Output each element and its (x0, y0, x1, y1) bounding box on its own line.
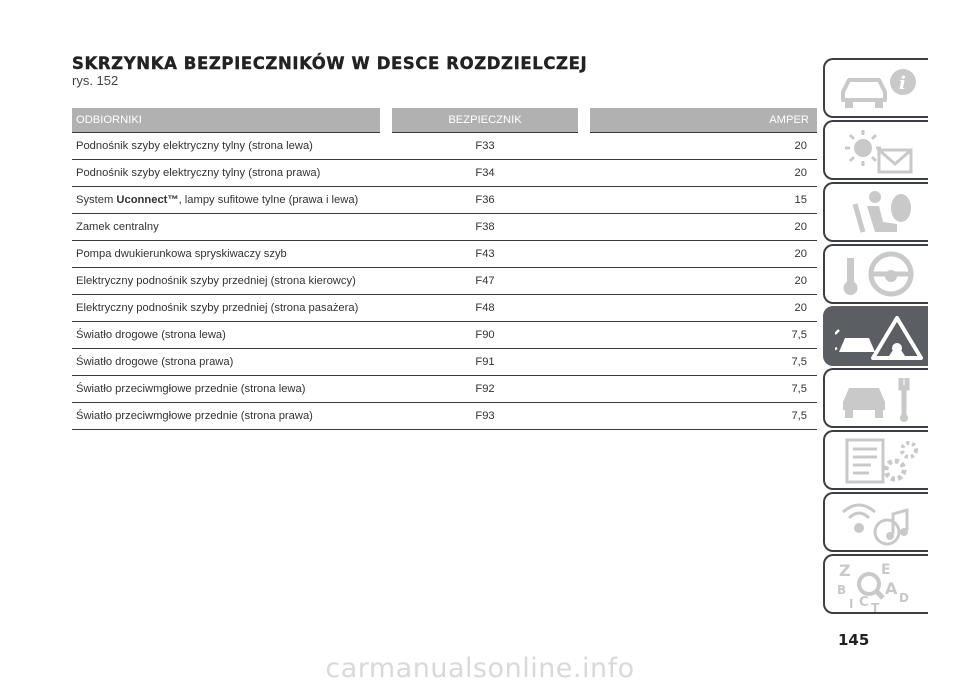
receiver-cell: Światło drogowe (strona lewa) (72, 322, 386, 349)
amps-cell: 7,5 (584, 376, 817, 403)
tab-warning-lights[interactable] (823, 120, 928, 180)
table-row (72, 322, 817, 349)
amps-cell: 7,5 (584, 349, 817, 376)
receiver-cell: Elektryczny podnośnik szyby przedniej (strona kierowcy) (72, 268, 386, 295)
amps-cell: 20 (584, 268, 817, 295)
tab-maintenance[interactable] (823, 368, 928, 428)
receiver-cell: Zamek centralny (72, 214, 386, 241)
uconnect-brand: Uconnect™ (116, 194, 179, 206)
fuse-cell: F91 (386, 349, 584, 376)
table-row (72, 268, 817, 295)
table-row (72, 376, 817, 403)
table-header-row (72, 108, 817, 133)
key-steering-wheel-icon (835, 250, 923, 302)
receiver-prefix: System (76, 194, 117, 206)
alphabetical-index-icon (835, 560, 923, 612)
tab-safety[interactable] (823, 182, 928, 242)
amps-cell: 20 (584, 160, 817, 187)
table-row (72, 133, 817, 160)
svg-text:A: A (885, 579, 898, 598)
tab-technical-data[interactable] (823, 430, 928, 490)
receiver-cell: Światło przeciwmgłowe przednie (strona prawa) (72, 403, 386, 430)
svg-text:D: D (899, 591, 909, 605)
breakdown-warning-triangle-icon (835, 312, 923, 364)
fuse-cell: F36 (386, 187, 584, 214)
fuse-cell: F47 (386, 268, 584, 295)
warning-lights-message-icon (835, 126, 923, 178)
table-row (72, 187, 817, 214)
fuse-cell: F92 (386, 376, 584, 403)
fuse-cell: F34 (386, 160, 584, 187)
car-info-icon (835, 64, 923, 116)
fuse-cell: F33 (386, 133, 584, 160)
table-row (72, 403, 817, 430)
amps-cell: 20 (584, 295, 817, 322)
table-row (72, 241, 817, 268)
figure-reference: rys. 152 (72, 73, 119, 88)
multimedia-music-icon (835, 498, 923, 550)
car-maintenance-wrench-icon (835, 374, 923, 426)
page-number: 145 (838, 631, 870, 649)
receiver-cell: Podnośnik szyby elektryczny tylny (strona prawa) (72, 160, 386, 187)
receiver-cell: Światło przeciwmgłowe przednie (strona lewa) (72, 376, 386, 403)
svg-text:B: B (837, 583, 847, 597)
tab-multimedia[interactable] (823, 492, 928, 552)
technical-data-gear-icon (835, 436, 923, 488)
svg-text:I: I (849, 597, 854, 611)
fuse-cell: F90 (386, 322, 584, 349)
table-row (72, 214, 817, 241)
amps-cell: 20 (584, 214, 817, 241)
header-amps: AMPER (584, 108, 817, 133)
fuse-cell: F43 (386, 241, 584, 268)
fuse-table (72, 108, 817, 430)
table-row (72, 160, 817, 187)
watermark: carmanualsonline.info (325, 653, 635, 684)
tab-vehicle-info[interactable] (823, 58, 928, 118)
fuse-cell: F38 (386, 214, 584, 241)
receiver-cell (72, 187, 386, 214)
receiver-suffix: , lampy sufitowe tylne (prawa i lewa) (178, 194, 359, 206)
amps-cell: 7,5 (584, 403, 817, 430)
svg-text:C: C (859, 595, 869, 610)
svg-text:i: i (899, 73, 906, 94)
tab-emergency[interactable] (823, 306, 928, 366)
svg-text:Z: Z (839, 561, 851, 580)
fuse-cell: F93 (386, 403, 584, 430)
svg-text:E: E (881, 562, 891, 578)
header-receivers: ODBIORNIKI (72, 108, 386, 133)
table-row (72, 295, 817, 322)
fuse-cell: F48 (386, 295, 584, 322)
receiver-cell: Światło drogowe (strona prawa) (72, 349, 386, 376)
amps-cell: 7,5 (584, 322, 817, 349)
tab-index[interactable] (823, 554, 928, 614)
amps-cell: 15 (584, 187, 817, 214)
table-row (72, 349, 817, 376)
amps-cell: 20 (584, 241, 817, 268)
receiver-cell: Pompa dwukierunkowa spryskiwaczy szyb (72, 241, 386, 268)
header-fuse: BEZPIECZNIK (386, 108, 584, 133)
page-title: SKRZYNKA BEZPIECZNIKÓW W DESCE ROZDZIELCZEJ (72, 54, 588, 73)
amps-cell: 20 (584, 133, 817, 160)
receiver-cell: Podnośnik szyby elektryczny tylny (strona lewa) (72, 133, 386, 160)
tab-starting-driving[interactable] (823, 244, 928, 304)
airbag-seat-icon (835, 188, 923, 240)
svg-text:T: T (871, 601, 880, 612)
receiver-cell: Elektryczny podnośnik szyby przedniej (strona pasażera) (72, 295, 386, 322)
